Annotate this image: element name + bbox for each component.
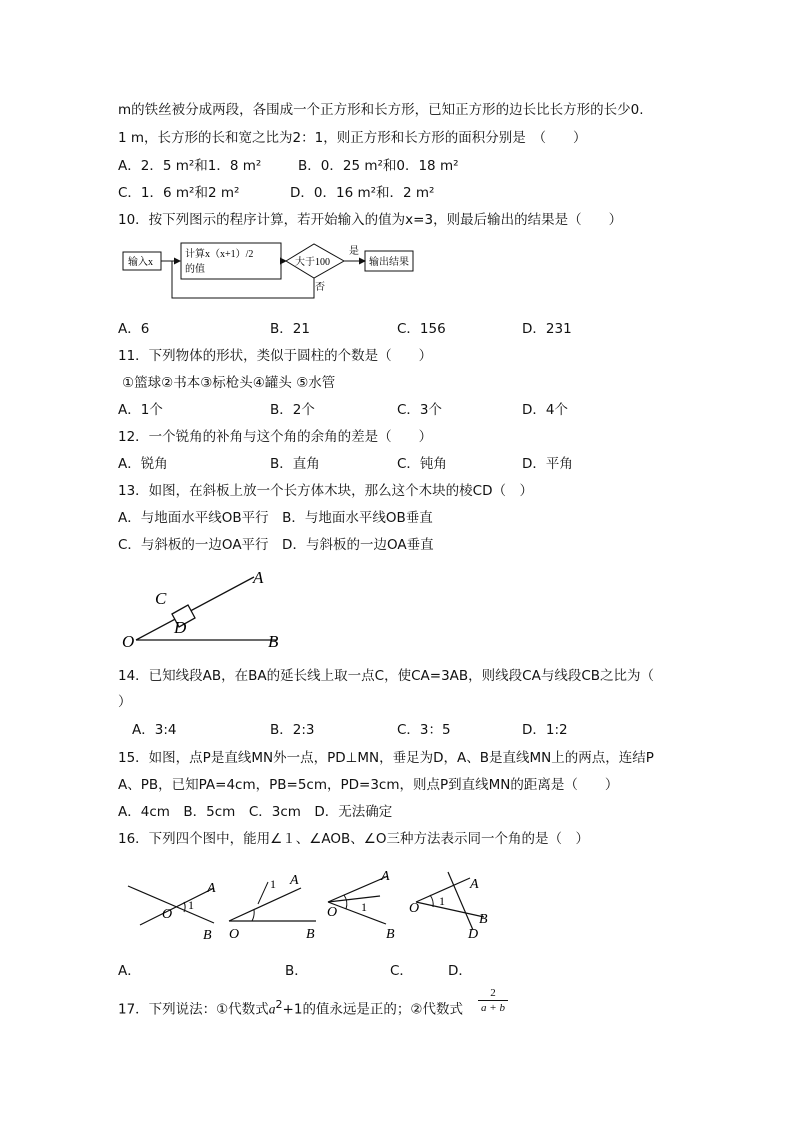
q16-option-b: B． bbox=[285, 963, 308, 979]
figure-d bbox=[409, 872, 488, 942]
q17-sup: 2 bbox=[275, 998, 283, 1011]
q17-line bbox=[118, 996, 463, 1019]
q16-option-c: C． bbox=[390, 963, 413, 979]
q14-option-a: A．3:4 bbox=[132, 722, 177, 738]
q17-frac-den: a + b bbox=[478, 1000, 508, 1015]
q16-option-d: D． bbox=[448, 963, 472, 979]
q14-option-d: D．1:2 bbox=[522, 722, 568, 738]
q16-figures bbox=[118, 862, 498, 944]
label-d: D bbox=[174, 618, 187, 637]
label-o: O bbox=[122, 632, 135, 651]
q10-option-c: C．156 bbox=[397, 321, 446, 337]
q12-option-b: B．直角 bbox=[270, 456, 320, 472]
input-label: 输入x bbox=[128, 257, 153, 268]
q10-stem: 10．按下列图示的程序计算，若开始输入的值为x=3，则最后输出的结果是（ ） bbox=[118, 212, 623, 228]
q17-frac-num: 2 bbox=[490, 987, 496, 999]
q9-line-2: 1 m，长方形的长和宽之比为2：1，则正方形和长方形的面积分别是 （ ） bbox=[118, 130, 587, 146]
svg-text:1: 1 bbox=[270, 877, 276, 891]
q16-option-a: A． bbox=[118, 963, 141, 979]
yes-label: 是 bbox=[349, 246, 359, 257]
q11-option-d: D．4个 bbox=[522, 402, 568, 418]
q12-stem: 12．一个锐角的补角与这个角的余角的差是（ ） bbox=[118, 429, 433, 445]
svg-text:B: B bbox=[306, 927, 315, 942]
q9-option-d: D．0．16 m²和．2 m² bbox=[290, 185, 435, 201]
flowchart bbox=[118, 238, 428, 304]
input-box bbox=[123, 252, 161, 270]
svg-text:A: A bbox=[290, 873, 299, 888]
decision-diamond bbox=[286, 244, 344, 278]
q14-stem: 14．已知线段AB，在BA的延长线上取一点C，使CA=3AB，则线段CA与线段CB之比为（ bbox=[118, 668, 655, 684]
q9-line-1: m的铁丝被分成两段，各围成一个正方形和长方形，已知正方形的边长比长方形的长少0. bbox=[118, 102, 644, 118]
figure-c bbox=[327, 869, 395, 942]
q13-options-ab: A．与地面水平线OB平行 B．与地面水平线OB垂直 bbox=[118, 510, 433, 526]
q9-option-b: B．0．25 m²和0．18 m² bbox=[298, 158, 459, 174]
q9-option-a: A．2．5 m²和1．8 m² bbox=[118, 158, 262, 174]
q11-option-a: A．1个 bbox=[118, 402, 163, 418]
q12-option-c: C．钝角 bbox=[397, 456, 447, 472]
q14-option-c: C．3：5 bbox=[397, 722, 451, 738]
figure-a bbox=[128, 881, 216, 943]
label-b: B bbox=[268, 632, 279, 651]
q17-text-a: 17．下列说法：①代数式 bbox=[118, 1001, 269, 1018]
q10-option-a: A．6 bbox=[118, 321, 150, 337]
svg-text:O: O bbox=[327, 905, 338, 920]
svg-text:B: B bbox=[479, 912, 488, 927]
output-label: 输出结果 bbox=[369, 257, 409, 268]
q17-fraction bbox=[478, 986, 508, 1015]
q13-stem: 13．如图，在斜板上放一个长方体木块，那么这个木块的棱CD（ ） bbox=[118, 483, 533, 499]
q17-text-b: 的值永远是正的；②代数式 bbox=[302, 1001, 464, 1018]
q11-stem: 11．下列物体的形状，类似于圆柱的个数是（ ） bbox=[118, 348, 433, 364]
q13-options-cd: C．与斜板的一边OA平行 D．与斜板的一边OA垂直 bbox=[118, 537, 434, 553]
svg-text:1: 1 bbox=[361, 900, 367, 914]
svg-text:O: O bbox=[409, 901, 420, 916]
q10-option-d: D．231 bbox=[522, 321, 572, 337]
q17-expr: a bbox=[268, 1001, 276, 1017]
q11-option-b: B．2个 bbox=[270, 402, 315, 418]
q11-option-c: C．3个 bbox=[397, 402, 443, 418]
q15-line-1: 15．如图，点P是直线MN外一点，PD⊥MN，垂足为D，A、B是直线MN上的两点，连结P bbox=[118, 750, 654, 766]
svg-text:A: A bbox=[470, 877, 479, 892]
q12-option-d: D．平角 bbox=[522, 456, 573, 472]
svg-text:B: B bbox=[386, 927, 395, 942]
output-box bbox=[365, 251, 413, 271]
q17-plus: +1 bbox=[282, 1001, 303, 1018]
q14-stem-close: ） bbox=[118, 694, 132, 710]
svg-text:A: A bbox=[207, 881, 216, 896]
svg-text:1: 1 bbox=[188, 898, 194, 912]
decision-label: 大于100 bbox=[295, 257, 330, 268]
svg-text:B: B bbox=[203, 928, 212, 943]
q13-incline-figure bbox=[118, 566, 298, 652]
figure-b bbox=[229, 873, 316, 942]
q12-option-a: A．锐角 bbox=[118, 456, 168, 472]
label-c: C bbox=[155, 589, 167, 608]
compute-box bbox=[181, 243, 281, 279]
q10-option-b: B．21 bbox=[270, 321, 310, 337]
line-oa bbox=[136, 577, 254, 640]
q15-line-2: A、PB，已知PA=4cm，PB=5cm，PD=3cm，则点P到直线MN的距离是（ ） bbox=[118, 777, 619, 793]
svg-text:A: A bbox=[381, 869, 390, 884]
q11-items: ①篮球②书本③标枪头④罐头 ⑤水管 bbox=[122, 375, 336, 391]
svg-text:D: D bbox=[468, 927, 479, 942]
q15-options: A．4cm B．5cm C．3cm D．无法确定 bbox=[118, 804, 393, 820]
compute-label-2: 的值 bbox=[185, 264, 205, 275]
q9-option-c: C．1．6 m²和2 m² bbox=[118, 185, 240, 201]
svg-text:O: O bbox=[162, 907, 173, 922]
compute-label-1: 计算x（x+1）/2 bbox=[185, 249, 254, 260]
svg-text:1: 1 bbox=[439, 894, 445, 908]
q16-stem: 16．下列四个图中，能用∠１、∠AOB、∠O三种方法表示同一个角的是（ ） bbox=[118, 831, 589, 847]
no-label: 否 bbox=[315, 282, 325, 293]
label-a: A bbox=[253, 568, 264, 587]
svg-text:O: O bbox=[229, 927, 240, 942]
q14-option-b: B．2:3 bbox=[270, 722, 315, 738]
